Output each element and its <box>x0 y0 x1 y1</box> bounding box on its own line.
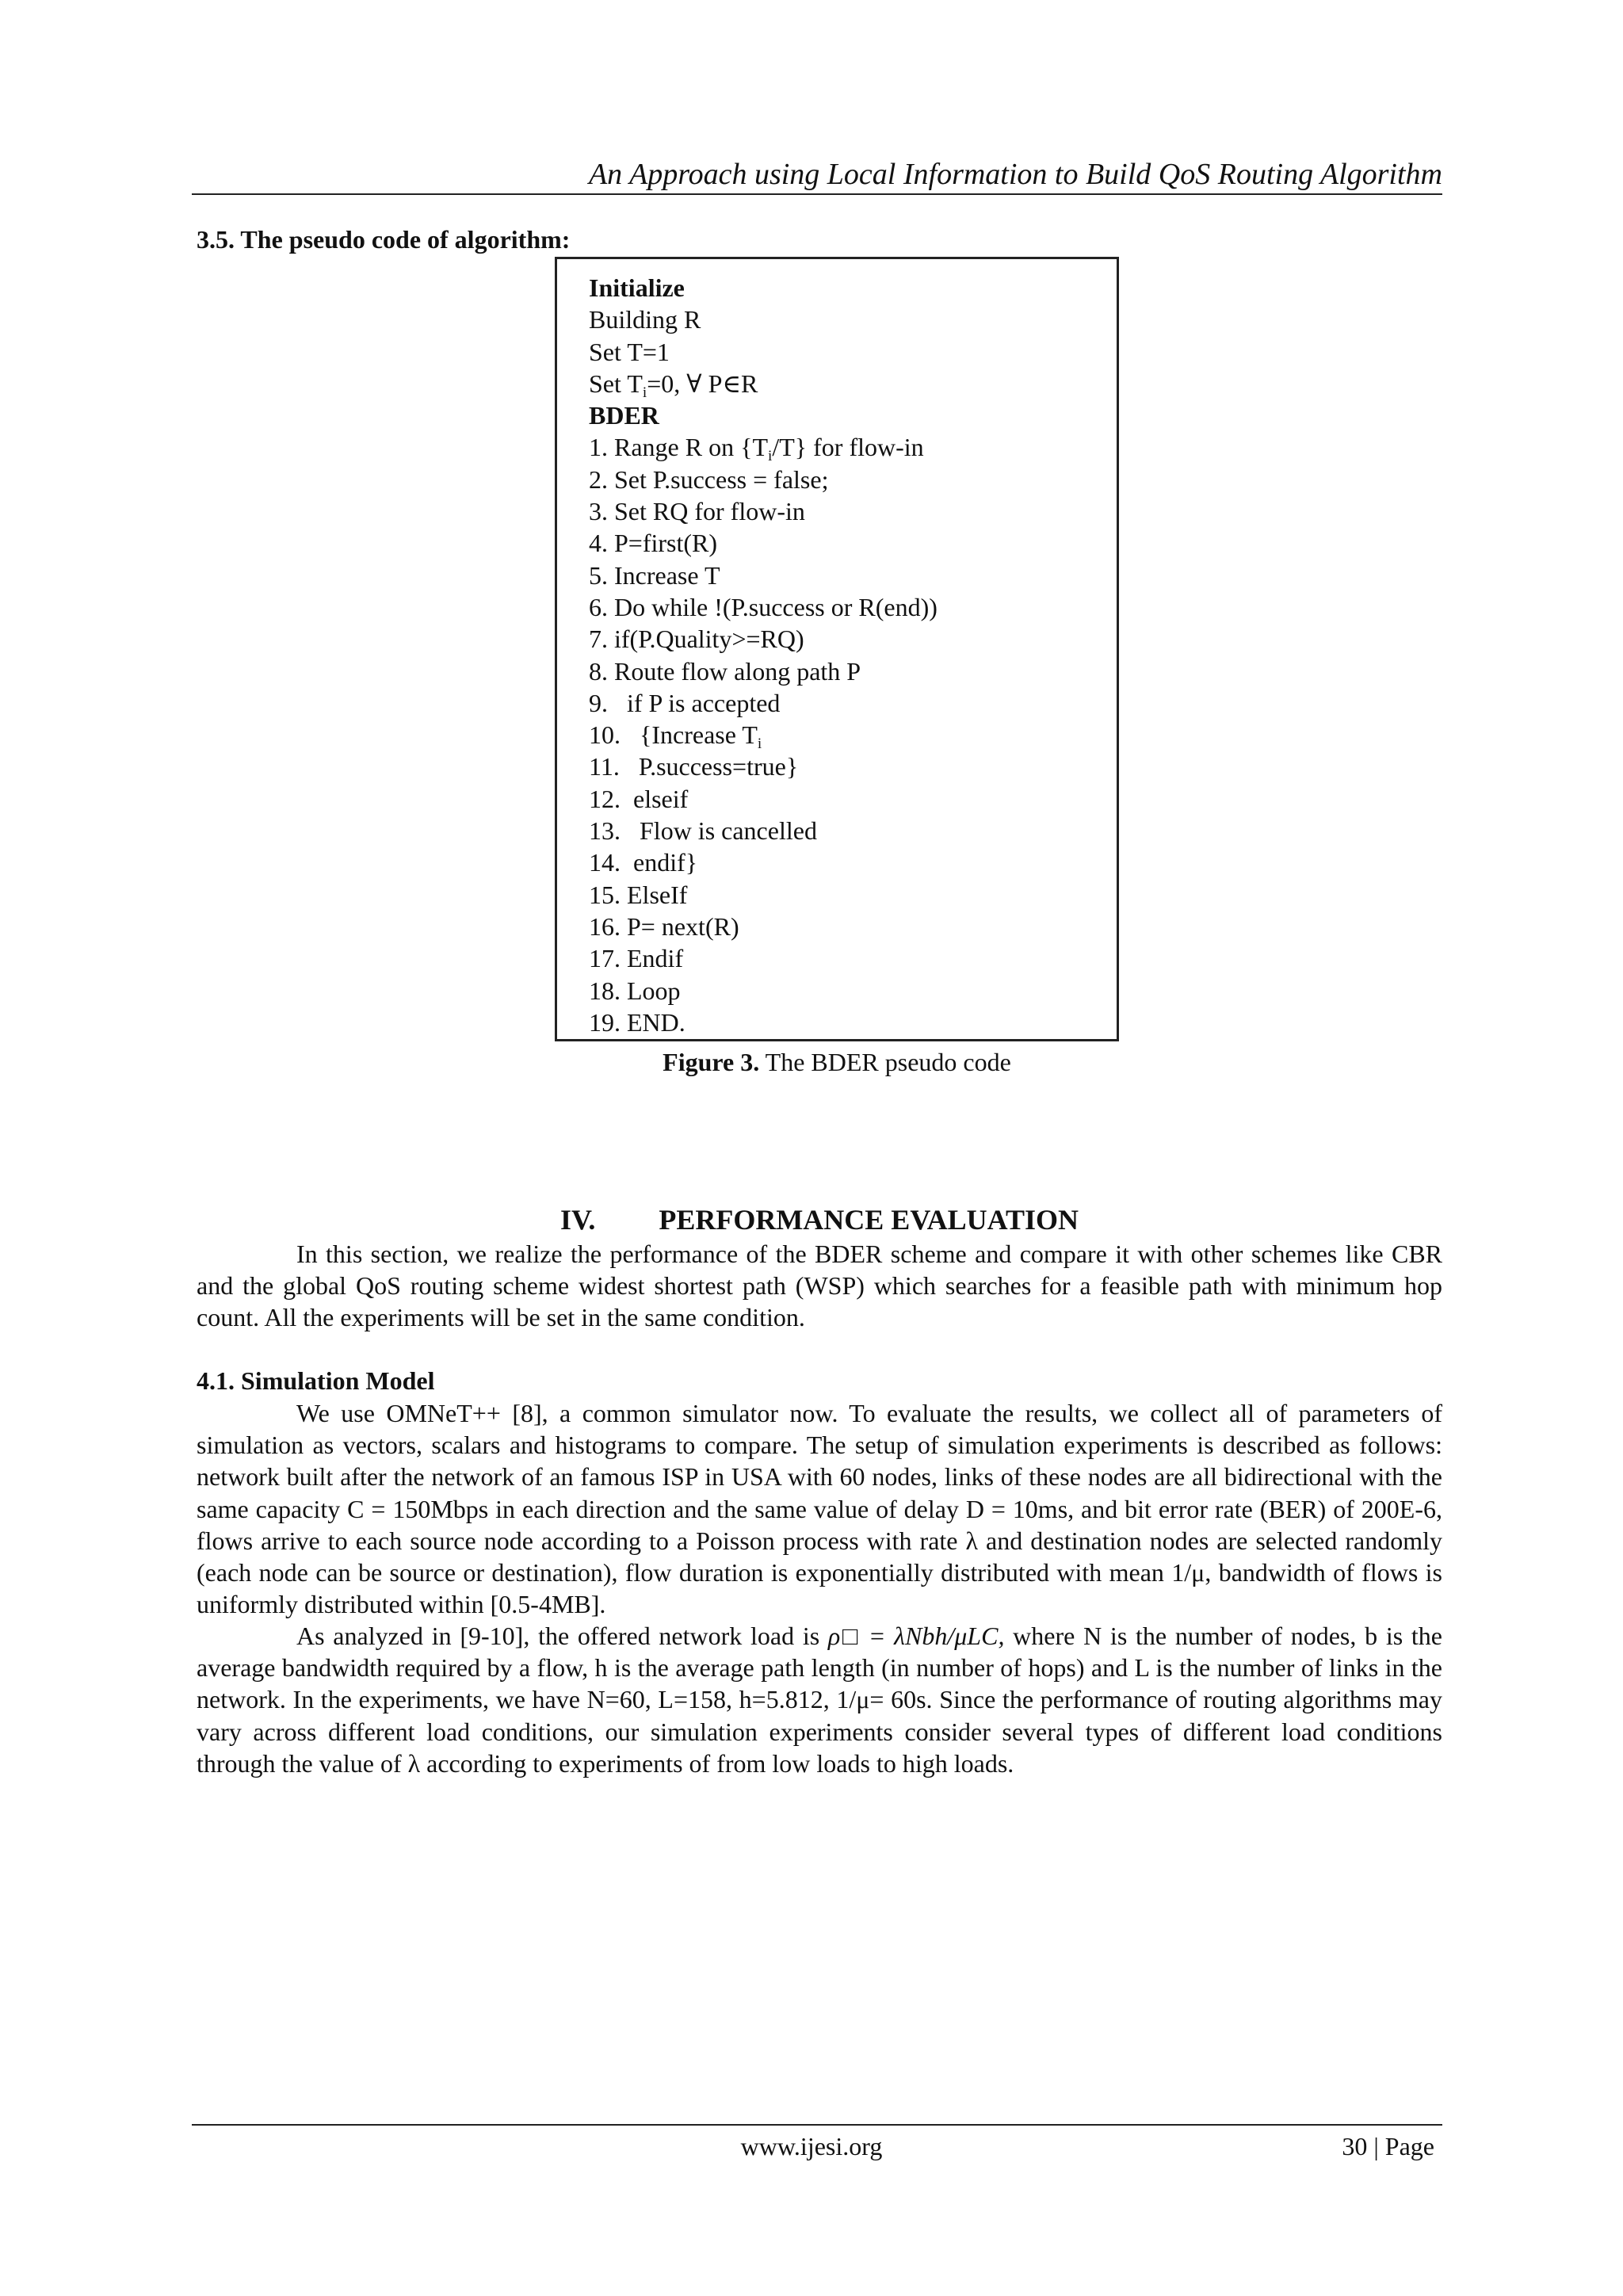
page-number: 30 | Page <box>1342 2132 1434 2160</box>
section-heading-4-1: 4.1. Simulation Model <box>197 1366 435 1395</box>
code-subscript: i <box>768 448 773 465</box>
code-subscript: i <box>642 384 647 401</box>
code-line: Building R <box>589 305 701 334</box>
code-line <box>589 431 1117 463</box>
paragraph-simulation-1-text: We use OMNeT++ [8], a common simulator now. To evaluate the results, we collect all of parameters of simulation as vectors, scalars and histograms to compare. The setup of simulation experiments is described as follows: network built after the network of an famous ISP in USA with 60 nodes, links of these nodes are all bidirectional with the same capacity C = 150Mbps in each direction and the same value of delay D = 10ms, and bit error rate (BER) of 200E-6, flows arrive to each source node according to a Poisson process with rate λ and destination nodes are selected randomly (each node can be source or destination), flow duration is exponentially distributed with mean 1/μ, bandwidth of flows is uniformly distributed within [0.5-4MB]. <box>197 1399 1442 1619</box>
code-line: 17. Endif <box>589 944 684 973</box>
code-line <box>589 719 1117 751</box>
figure-label: Figure 3. <box>663 1048 760 1076</box>
running-title: An Approach using Local Information to Build QoS Routing Algorithm <box>588 158 1442 191</box>
code-line: 14. endif} <box>589 848 698 877</box>
paragraph-simulation-2-lead: As analyzed in [9-10], the offered network load is <box>296 1622 828 1650</box>
code-text: 10. {Increase T <box>589 720 758 750</box>
pseudo-code-box <box>555 257 1119 1041</box>
footer-url: www.ijesi.org <box>740 2132 883 2160</box>
code-text: =0, ∀ P∈R <box>647 369 758 398</box>
code-line <box>589 368 1117 399</box>
paragraph-simulation-2-rest: where N is the number of nodes, b is the average bandwidth required by a flow, h is the average path length (in number of hops) and L is the number of links in the network. In the experiments, we have N=60, L=158, h=5.812, 1/μ= 60s. Since the performance of routing algorithms may vary across different load conditions, our simulation experiments consider several types of different load conditions through the value of λ according to experiments of from low loads to high loads. <box>197 1622 1442 1778</box>
code-line: BDER <box>589 401 659 430</box>
code-line: 5. Increase T <box>589 560 720 590</box>
paragraph-performance <box>197 1238 1442 1334</box>
figure-caption-text: The BDER pseudo code <box>759 1048 1011 1076</box>
code-line: 11. P.success=true} <box>589 752 799 781</box>
code-text: 1. Range R on {T <box>589 433 768 462</box>
code-line: 9. if P is accepted <box>589 688 781 717</box>
code-text: Set T <box>589 369 643 398</box>
code-line: 13. Flow is cancelled <box>589 816 817 846</box>
paragraph-simulation-2 <box>197 1620 1442 1779</box>
load-formula: ρ□ = λNbh/μLC, <box>827 1622 1005 1650</box>
code-line: 2. Set P.success = false; <box>589 464 829 494</box>
code-line: 18. Loop <box>589 976 681 1005</box>
code-line: Set T=1 <box>589 337 670 366</box>
code-line: 6. Do while !(P.success or R(end)) <box>589 592 938 621</box>
section-heading-3-5: 3.5. The pseudo code of algorithm: <box>197 225 571 254</box>
code-line: 16. P= next(R) <box>589 911 739 941</box>
code-line: 8. Route flow along path P <box>589 656 861 686</box>
code-line: Initialize <box>589 273 685 302</box>
figure-caption <box>555 1046 1119 1078</box>
section-number: IV. <box>559 1204 596 1236</box>
code-subscript: i <box>757 735 762 753</box>
code-line: 4. P=first(R) <box>589 529 718 558</box>
code-line: 3. Set RQ for flow-in <box>589 497 805 526</box>
code-line: 12. elseif <box>589 784 689 813</box>
section-title: PERFORMANCE EVALUATION <box>659 1204 1079 1236</box>
code-text: /T} for flow-in <box>772 433 924 462</box>
header-rule <box>192 193 1442 195</box>
code-line: 7. if(P.Quality>=RQ) <box>589 625 804 654</box>
section-heading-iv <box>197 1201 1442 1238</box>
code-line: 15. ElseIf <box>589 880 688 909</box>
footer-rule <box>192 2124 1442 2126</box>
paragraph-simulation-1 <box>197 1397 1442 1620</box>
code-line: 19. END. <box>589 1007 685 1037</box>
paragraph-performance-text: In this section, we realize the performance of the BDER scheme and compare it with other schemes like CBR and the global QoS routing scheme widest shortest path (WSP) which searches for a feasible path with minimum hop count. All the experiments will be set in the same condition. <box>197 1240 1442 1332</box>
